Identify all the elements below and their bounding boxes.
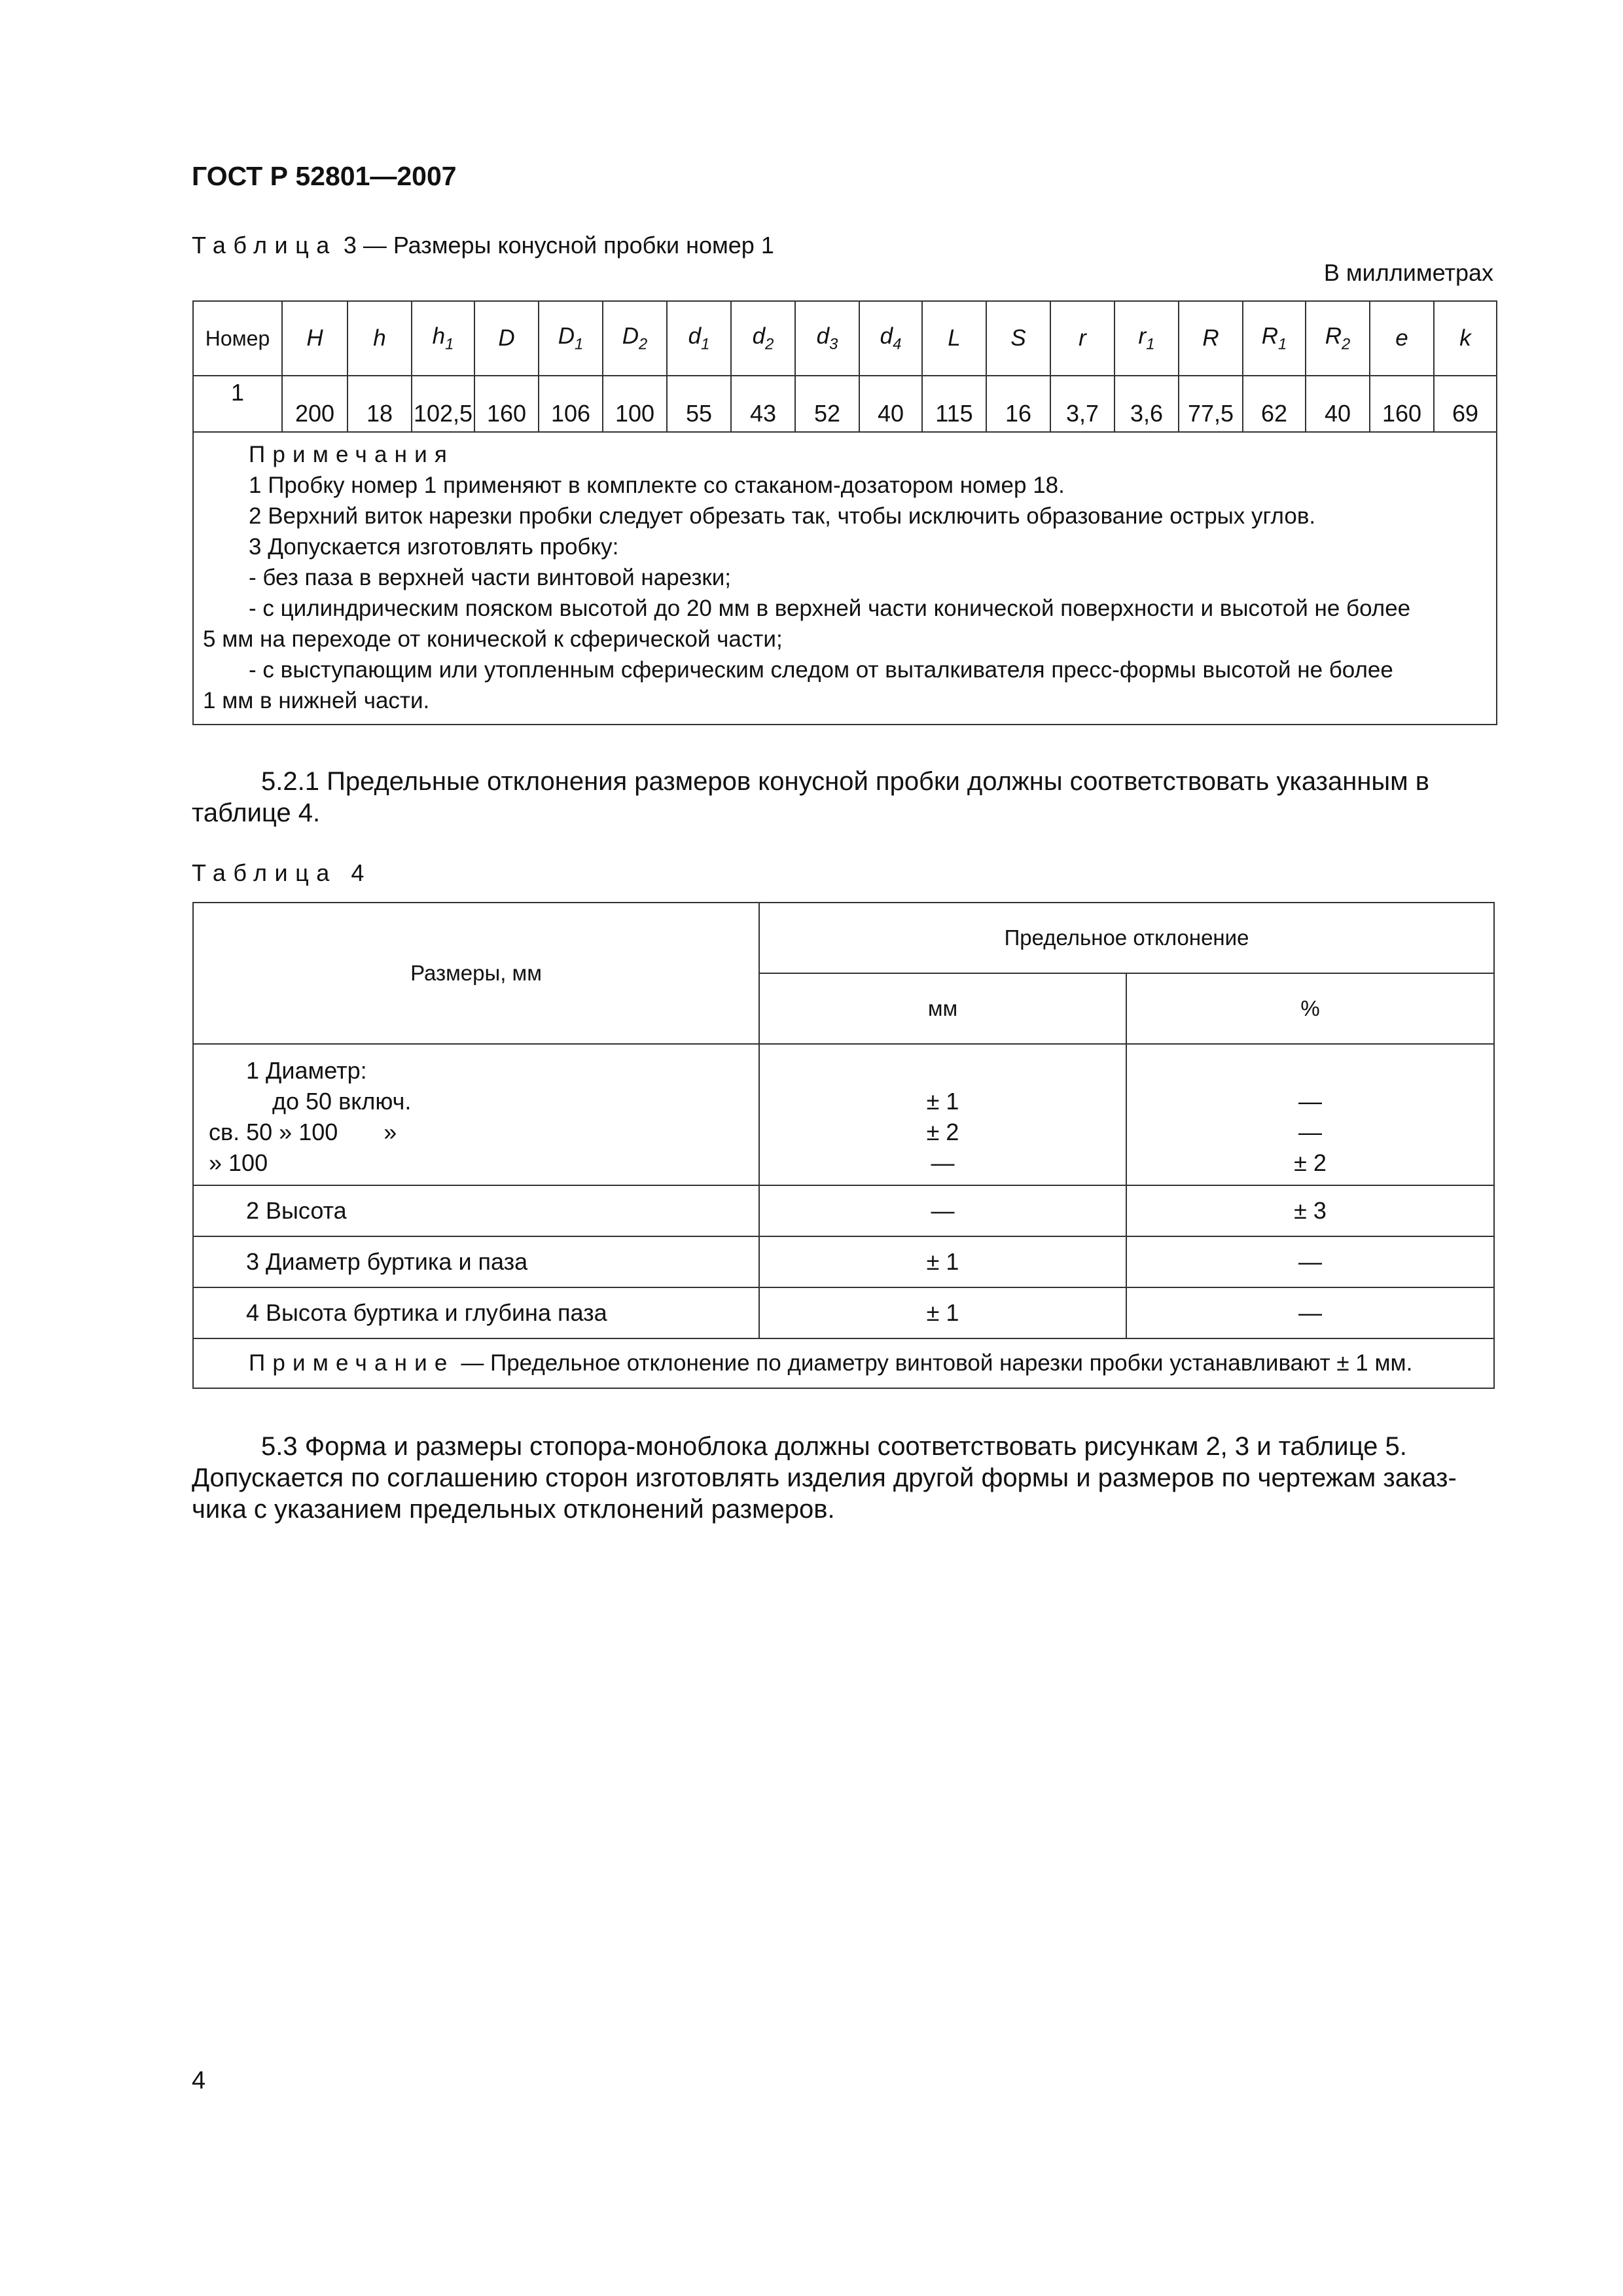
paragraph-5-3-line-1: 5.3 Форма и размеры стопора-моноблока должны соответствовать рисункам 2, 3 и таблице 5. bbox=[261, 1432, 1407, 1461]
row-mm: — bbox=[759, 1185, 1126, 1236]
table3-cell: 115 bbox=[922, 376, 986, 432]
table3-cell: 102,5 bbox=[412, 376, 474, 432]
note-3-dash-1: - без паза в верхней части винтовой нарезки; bbox=[249, 565, 731, 590]
diameter-mm-2: ± 2 bbox=[926, 1119, 959, 1145]
diameter-mm-3: — bbox=[931, 1149, 955, 1176]
table3-header-cell bbox=[1050, 301, 1115, 376]
table3 bbox=[192, 300, 1497, 725]
table3-header-cell bbox=[1370, 301, 1434, 376]
header-subscript: 1 bbox=[1278, 335, 1287, 353]
table4-head-pct: % bbox=[1126, 973, 1494, 1044]
table3-cell: 3,7 bbox=[1050, 376, 1115, 432]
row-label: 4 Высота буртика и глубина паза bbox=[193, 1287, 759, 1338]
paragraph-5-3-line-3: чика с указанием предельных отклонений размеров. bbox=[192, 1495, 835, 1524]
table4-head-sizes: Размеры, мм bbox=[193, 903, 759, 1044]
header-subscript: 1 bbox=[701, 335, 710, 353]
table4-diameter-label bbox=[193, 1044, 759, 1185]
diameter-line-1: до 50 включ. bbox=[272, 1088, 412, 1115]
table3-cell: 77,5 bbox=[1179, 376, 1243, 432]
header-symbol: e bbox=[1395, 325, 1408, 351]
note-3-dash-2: - с цилиндрическим пояском высотой до 20 мм в верхней части конической поверхности и высотой не более bbox=[249, 596, 1411, 621]
table4 bbox=[192, 902, 1495, 1389]
header-symbol: d bbox=[752, 323, 766, 349]
note-3-dash-3: - с выступающим или утопленным сферическим следом от выталкивателя пресс-формы высотой не более bbox=[249, 657, 1393, 683]
table4-diameter-mm bbox=[759, 1044, 1126, 1185]
diameter-mm-1: ± 1 bbox=[926, 1088, 959, 1115]
table3-cell: 40 bbox=[1306, 376, 1370, 432]
header-symbol: r bbox=[1079, 325, 1086, 351]
header-symbol: S bbox=[1010, 325, 1026, 351]
note-1: 1 Пробку номер 1 применяют в комплекте со стаканом-дозатором номер 18. bbox=[249, 473, 1065, 498]
table3-header-cell bbox=[1243, 301, 1306, 376]
table3-cell: 106 bbox=[539, 376, 603, 432]
table3-caption-text: 3 — Размеры конусной пробки номер 1 bbox=[343, 232, 774, 259]
header-subscript: 2 bbox=[765, 335, 774, 353]
table4-note bbox=[193, 1338, 1494, 1388]
row-pct: ± 3 bbox=[1126, 1185, 1494, 1236]
diameter-line-2: св. 50 » 100 » bbox=[209, 1119, 397, 1145]
header-symbol: H bbox=[306, 325, 323, 351]
paragraph-5-2-1 bbox=[192, 766, 1493, 829]
page-number: 4 bbox=[192, 2067, 206, 2094]
row-label: 2 Высота bbox=[193, 1185, 759, 1236]
table3-header-cell bbox=[1434, 301, 1497, 376]
header-symbol: R bbox=[1261, 323, 1279, 349]
table-row bbox=[193, 1185, 1494, 1236]
table3-header-cell bbox=[795, 301, 859, 376]
row-pct: — bbox=[1126, 1236, 1494, 1287]
table3-header-cell bbox=[282, 301, 348, 376]
table3-header-cell bbox=[539, 301, 603, 376]
diameter-pct-1: — bbox=[1298, 1088, 1322, 1115]
table3-header-cell bbox=[1115, 301, 1179, 376]
header-symbol: D bbox=[558, 323, 575, 349]
table3-cell: 1 bbox=[193, 376, 282, 432]
note-3-dash-2-cont: 5 мм на переходе от конической к сферической части; bbox=[203, 626, 783, 652]
table3-header-number bbox=[193, 301, 282, 376]
table3-header-cell bbox=[1179, 301, 1243, 376]
table3-cell: 160 bbox=[474, 376, 539, 432]
table4-note-text: — Предельное отклонение по диаметру винтовой нарезки пробки устанавливают ± 1 мм. bbox=[454, 1350, 1413, 1376]
table3-header-cell bbox=[348, 301, 412, 376]
header-subscript: 3 bbox=[829, 335, 838, 353]
header-symbol: h bbox=[373, 325, 386, 351]
table3-cell: 100 bbox=[603, 376, 667, 432]
table3-header-cell bbox=[859, 301, 922, 376]
table3-cell: 160 bbox=[1370, 376, 1434, 432]
header-symbol: d bbox=[688, 323, 702, 349]
table3-cell: 43 bbox=[731, 376, 795, 432]
table3-cell: 40 bbox=[859, 376, 922, 432]
header-subscript: 4 bbox=[893, 335, 902, 353]
diameter-pct-3: ± 2 bbox=[1294, 1149, 1327, 1176]
note-3-dash-3-cont: 1 мм в нижней части. bbox=[203, 688, 430, 713]
table4-diameter-pct bbox=[1126, 1044, 1494, 1185]
table3-cell: 62 bbox=[1243, 376, 1306, 432]
row-mm: ± 1 bbox=[759, 1236, 1126, 1287]
row-label: 3 Диаметр буртика и паза bbox=[193, 1236, 759, 1287]
header-subscript: 1 bbox=[575, 335, 584, 353]
document-header: ГОСТ Р 52801—2007 bbox=[192, 161, 457, 191]
header-symbol: D bbox=[498, 325, 515, 351]
diameter-pct-2: — bbox=[1298, 1119, 1322, 1145]
header-subscript: 2 bbox=[1342, 335, 1351, 353]
table-row bbox=[193, 1236, 1494, 1287]
table3-header-cell bbox=[922, 301, 986, 376]
header-symbol: d bbox=[816, 323, 830, 349]
note-2: 2 Верхний виток нарезки пробки следует обрезать так, чтобы исключить образование острых углов. bbox=[249, 503, 1316, 529]
table3-cell: 52 bbox=[795, 376, 859, 432]
table3-notes bbox=[193, 432, 1497, 725]
header-subscript: 2 bbox=[639, 335, 648, 353]
header-symbol: D bbox=[622, 323, 639, 349]
table3-cell: 55 bbox=[667, 376, 731, 432]
note-3: 3 Допускается изготовлять пробку: bbox=[249, 534, 619, 560]
header-symbol: h bbox=[432, 323, 446, 349]
table3-caption bbox=[192, 232, 774, 259]
table3-caption-label: Таблица bbox=[192, 232, 337, 259]
header-symbol: L bbox=[948, 325, 961, 351]
header-subscript: 1 bbox=[445, 335, 454, 353]
table3-header-cell bbox=[731, 301, 795, 376]
table3-cell: 3,6 bbox=[1115, 376, 1179, 432]
paragraph-5-2-1-line-2: таблице 4. bbox=[192, 798, 321, 827]
header-subscript: 1 bbox=[1146, 335, 1155, 353]
table3-cell: 69 bbox=[1434, 376, 1497, 432]
table4-caption: Таблица 4 bbox=[192, 859, 372, 886]
table3-header-cell bbox=[667, 301, 731, 376]
paragraph-5-2-1-line-1: 5.2.1 Предельные отклонения размеров конусной пробки должны соответствовать указанным в bbox=[261, 767, 1430, 796]
header-symbol: R bbox=[1202, 325, 1219, 351]
diameter-title: 1 Диаметр: bbox=[246, 1057, 367, 1084]
table3-cell: 18 bbox=[348, 376, 412, 432]
notes-title: Примечания bbox=[249, 442, 455, 467]
table3-units: В миллиметрах bbox=[1323, 259, 1493, 286]
header-symbol: R bbox=[1325, 323, 1342, 349]
header-symbol: k bbox=[1459, 325, 1471, 351]
table3-header-cell bbox=[412, 301, 474, 376]
header-symbol: d bbox=[880, 323, 893, 349]
table3-header-cell bbox=[603, 301, 667, 376]
table4-head-mm: мм bbox=[759, 973, 1126, 1044]
header-symbol: r bbox=[1138, 323, 1147, 349]
header-symbol: Номер bbox=[205, 326, 270, 350]
paragraph-5-3-line-2: Допускается по соглашению сторон изготовлять изделия другой формы и размеров по чертежам заказ- bbox=[192, 1463, 1457, 1492]
table3-header-cell bbox=[474, 301, 539, 376]
row-pct: — bbox=[1126, 1287, 1494, 1338]
table4-note-label: Примечание bbox=[249, 1350, 455, 1376]
diameter-line-3: » 100 bbox=[209, 1149, 268, 1176]
table4-head-deviation: Предельное отклонение bbox=[759, 903, 1494, 973]
table3-cell: 200 bbox=[282, 376, 348, 432]
table3-cell: 16 bbox=[986, 376, 1050, 432]
table3-data-row bbox=[193, 376, 1497, 432]
row-mm: ± 1 bbox=[759, 1287, 1126, 1338]
table3-header-cell bbox=[1306, 301, 1370, 376]
paragraph-5-3 bbox=[192, 1431, 1493, 1525]
table3-header-cell bbox=[986, 301, 1050, 376]
table-row bbox=[193, 1287, 1494, 1338]
table3-header-row bbox=[193, 301, 1497, 376]
